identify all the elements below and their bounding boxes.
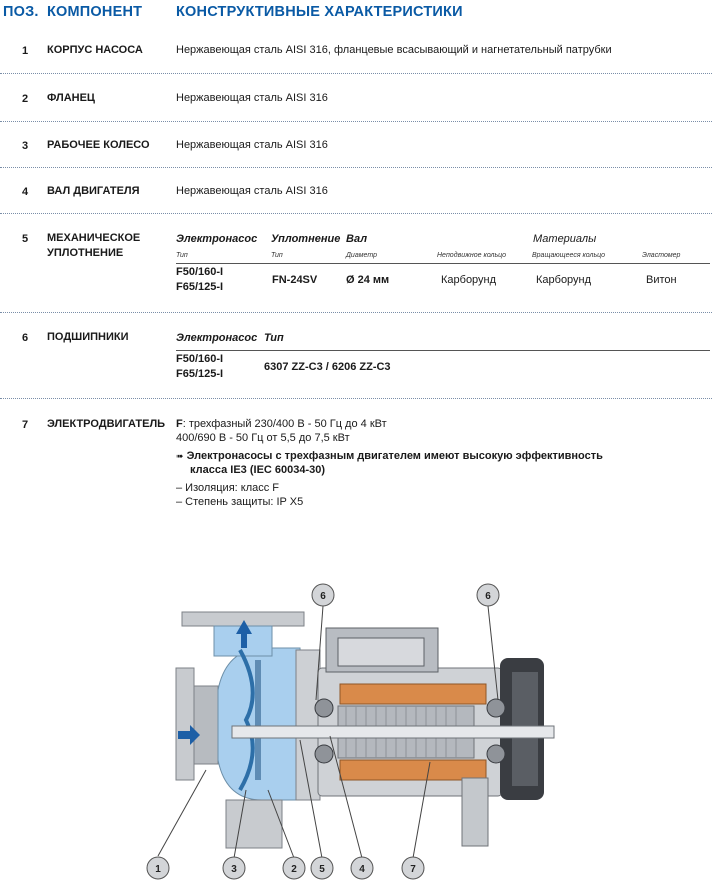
sub-type: Тип [271, 252, 283, 259]
component-name-line: УПЛОТНЕНИЕ [47, 247, 124, 259]
shaft-diameter: Ø 24 мм [346, 274, 390, 286]
model: F50/160-I [176, 353, 224, 365]
component-name: ПОДШИПНИКИ [47, 331, 129, 343]
col-type: Тип [264, 332, 284, 344]
callout-label: 7 [410, 864, 416, 875]
model: F50/160-I [176, 266, 224, 278]
sub-diameter: Диаметр [346, 252, 377, 259]
component-name: ЭЛЕКТРОДВИГАТЕЛЬ [47, 418, 166, 430]
component-description: Нержавеющая сталь AISI 316 [176, 139, 328, 151]
motor-class: F [176, 418, 183, 430]
row-number: 3 [22, 140, 29, 152]
callout-label: 1 [155, 864, 161, 875]
component-description: Нержавеющая сталь AISI 316, фланцевые всасывающий и нагнетательный патрубки [176, 44, 612, 56]
row-number: 6 [22, 332, 29, 344]
component-name: РАБОЧЕЕ КОЛЕСО [47, 139, 150, 151]
insulation: – Изоляция: класс F [176, 482, 280, 494]
component-name: КОРПУС НАСОСА [47, 44, 143, 56]
bearing-front [315, 699, 333, 717]
model: F65/125-I [176, 368, 224, 380]
bearing-rear [487, 745, 505, 763]
row-number: 4 [22, 186, 29, 198]
note-line: Электронасосы с трехфазным двигателем имеют высокую эффективность [186, 450, 603, 462]
component-name-line: МЕХАНИЧЕСКОЕ [47, 232, 141, 244]
row-number: 5 [22, 233, 29, 245]
col-seal: Уплотнение [271, 233, 341, 245]
component-description: Нержавеющая сталь AISI 316 [176, 92, 328, 104]
sub-rotating-ring: Вращающееся кольцо [532, 252, 606, 259]
callout-label: 6 [320, 591, 326, 602]
motor-voltage-1: : трехфазный 230/400 В - 50 Гц до 4 кВт [182, 418, 387, 430]
arrow-icon: ➠ [176, 452, 184, 462]
callout-label: 3 [231, 864, 237, 875]
sub-fixed-ring: Неподвижное кольцо [437, 252, 507, 259]
component-name: ФЛАНЕЦ [47, 92, 95, 104]
motor-shaft [232, 726, 554, 738]
col-shaft: Вал [346, 233, 368, 245]
rotating-ring-material: Карборунд [536, 274, 592, 286]
sub-type: Тип [176, 252, 188, 259]
model: F65/125-I [176, 281, 224, 293]
row-number: 7 [22, 419, 29, 431]
bearing-front [315, 745, 333, 763]
bearing-type: 6307 ZZ-C3 / 6206 ZZ-C3 [264, 361, 391, 373]
row-number: 2 [22, 93, 29, 105]
callout-label: 2 [291, 864, 297, 875]
header-characteristics: КОНСТРУКТИВНЫЕ ХАРАКТЕРИСТИКИ [176, 4, 463, 20]
motor-bracket [296, 650, 320, 800]
col-pump: Электронасос [176, 332, 258, 344]
callout-label: 5 [319, 864, 325, 875]
elastomer-material: Витон [646, 274, 677, 286]
callout-label: 4 [359, 864, 365, 875]
note-line: класса IE3 (IEC 60034-30) [190, 464, 326, 476]
header-component: КОМПОНЕНТ [47, 4, 143, 20]
header-pos: ПОЗ. [3, 4, 39, 20]
fixed-ring-material: Карборунд [441, 274, 497, 286]
row-number: 1 [22, 45, 29, 57]
seal-type: FN-24SV [272, 274, 318, 286]
col-pump: Электронасос [176, 233, 258, 245]
callout-label: 6 [485, 591, 491, 602]
bearing-rear [487, 699, 505, 717]
sub-elastomer: Эластомер [642, 252, 681, 259]
component-name: ВАЛ ДВИГАТЕЛЯ [47, 185, 140, 197]
col-materials: Материалы [533, 233, 597, 245]
protection: – Степень защиты: IP X5 [176, 496, 304, 508]
component-description: Нержавеющая сталь AISI 316 [176, 185, 328, 197]
motor-line2: 400/690 В - 50 Гц от 5,5 до 7,5 кВт [176, 432, 350, 444]
